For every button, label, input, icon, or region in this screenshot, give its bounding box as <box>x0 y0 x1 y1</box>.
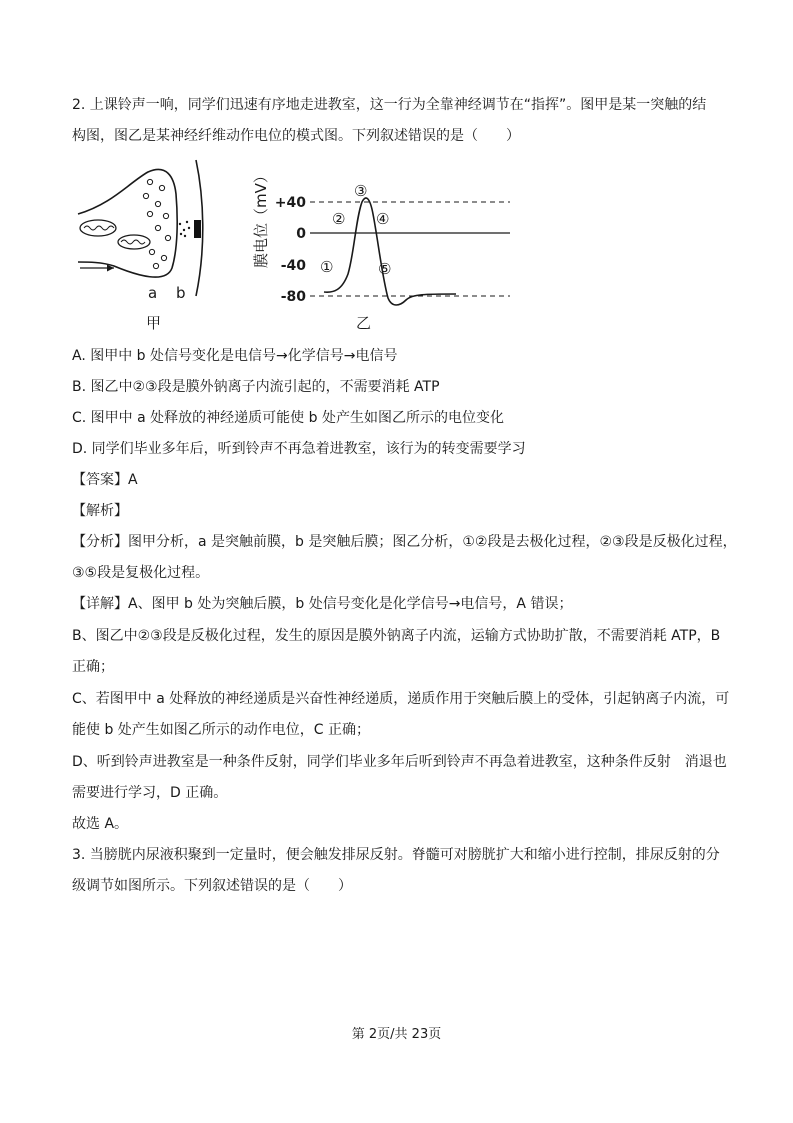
neurotransmitter-dots <box>179 221 190 237</box>
q2-detail-d2: 需要进行学习，D 正确。 <box>72 785 228 801</box>
mitochondrion <box>80 220 116 236</box>
synaptic-vesicle <box>147 179 152 184</box>
q2-option-b: B. 图乙中②③段是膜外钠离子内流引起的，不需要消耗 ATP <box>72 379 440 395</box>
tick-plus40: +40 <box>274 195 306 211</box>
q2-stem-line2: 构图，图乙是某神经纤维动作电位的模式图。下列叙述错误的是（ ） <box>72 128 520 144</box>
synaptic-vesicle <box>161 255 166 260</box>
q2-detail-c1: C、若图甲中 a 处释放的神经递质是兴奋性神经递质，递质作用于突触后膜上的受体，引起钠离子内流，可 <box>72 691 730 707</box>
q2-detail-d1: D、听到铃声进教室是一种条件反射，同学们毕业多年后听到铃声不再急着进教室，这种条件反射 消退也 <box>72 754 727 770</box>
tick-zero: 0 <box>296 226 306 242</box>
synaptic-vesicle <box>155 201 160 206</box>
q2-stem-line1: 2. 上课铃声一响，同学们迅速有序地走进教室，这一行为全靠神经调节在“指挥”。图甲是某一突触的结 <box>72 97 707 113</box>
q2-figure-svg <box>72 158 552 338</box>
marker-3: ③ <box>354 182 368 200</box>
synaptic-vesicle <box>165 235 170 240</box>
q2-option-a: A. 图甲中 b 处信号变化是电信号→化学信号→电信号 <box>72 348 398 364</box>
synaptic-vesicle <box>147 211 152 216</box>
synaptic-vesicle <box>153 263 158 268</box>
synaptic-vesicle <box>163 213 168 218</box>
tick-minus40: -40 <box>280 258 306 274</box>
synaptic-vesicle <box>143 193 148 198</box>
label-b: b <box>176 284 186 302</box>
q2-detail-b1: B、图乙中②③段是反极化过程，发生的原因是膜外钠离子内流，运输方式协助扩散，不需要消耗 ATP，B <box>72 628 721 644</box>
q2-figure <box>72 158 552 338</box>
q2-detail-a: 【详解】A、图甲 b 处为突触后膜，b 处信号变化是化学信号→电信号，A 错误； <box>72 596 573 612</box>
q2-conclusion: 故选 A。 <box>72 816 129 832</box>
q2-analysis-line2: ③⑤段是复极化过程。 <box>72 565 210 581</box>
page-footer: 第 2页/共 23页 <box>351 1027 442 1042</box>
marker-2: ② <box>332 210 346 228</box>
q3-stem-line2: 级调节如图所示。下列叙述错误的是（ ） <box>72 878 352 894</box>
marker-5: ⑤ <box>378 260 392 278</box>
q2-analysis-title: 【解析】 <box>72 503 128 519</box>
q2-answer: 【答案】A <box>72 472 138 488</box>
q2-option-d: D. 同学们毕业多年后，听到铃声不再急着进教室，该行为的转变需要学习 <box>72 441 526 457</box>
tick-minus80: -80 <box>280 289 306 305</box>
yi-ylabel: 膜电位（mV） <box>252 168 270 268</box>
q2-analysis-line1: 【分析】图甲分析，a 是突触前膜，b 是突触后膜；图乙分析，①②段是去极化过程，②③段是反极化过程， <box>72 534 737 550</box>
receptor-block <box>194 220 201 238</box>
figure-yi-action-potential <box>252 168 510 332</box>
synaptic-vesicle <box>159 185 164 190</box>
synaptic-vesicle <box>149 249 154 254</box>
q3-stem-line1: 3. 当膀胱内尿液积聚到一定量时，便会触发排尿反射。脊髓可对膀胱扩大和缩小进行控制，排尿反射的分 <box>72 847 720 863</box>
caption-jia: 甲 <box>146 314 162 332</box>
label-a: a <box>148 284 158 302</box>
mitochondrion <box>118 235 150 249</box>
q2-detail-c2: 能使 b 处产生如图乙所示的动作电位，C 正确； <box>72 722 371 738</box>
q2-detail-b2: 正确； <box>72 659 114 675</box>
figure-jia-synapse <box>78 160 203 332</box>
synaptic-vesicle <box>155 225 160 230</box>
caption-yi: 乙 <box>356 314 372 332</box>
marker-4: ④ <box>376 210 390 228</box>
marker-1: ① <box>320 258 334 276</box>
q2-option-c: C. 图甲中 a 处释放的神经递质可能使 b 处产生如图乙所示的电位变化 <box>72 410 504 426</box>
